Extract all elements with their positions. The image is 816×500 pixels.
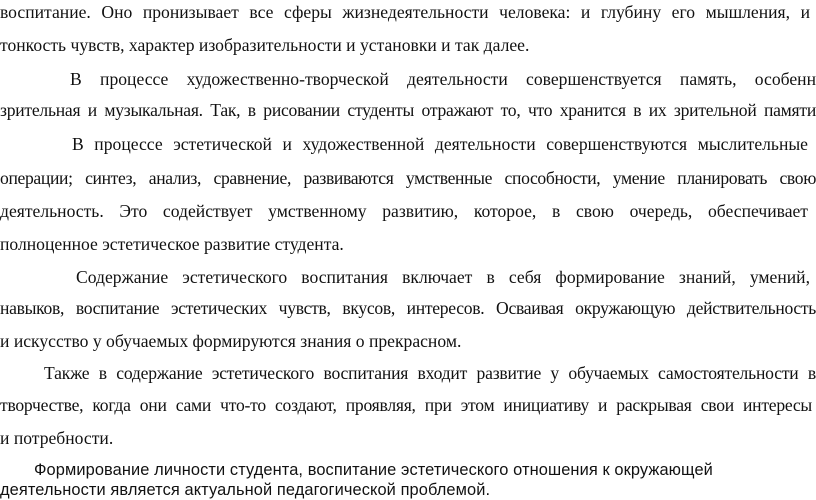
paragraph-line: тонкость чувств, характер изобразительности и установки и так далее. [0, 35, 530, 55]
paragraph-line: и искусство у обучаемых формируются знания о прекрасном. [0, 331, 462, 351]
paragraph-line: навыков, воспитание эстетических чувств, вкусов, интересов. Осваивая окружающую действительность [0, 298, 816, 318]
paragraph-line: творчестве, когда они сами что-то создают, проявляя, при этом инициативу и раскрывая свои интересы [0, 395, 812, 415]
paragraph-line: операции; синтез, анализ, сравнение, развиваются умственные способности, умение планировать свою [0, 168, 816, 188]
closing-statement-line: деятельности является актуальной педагогической проблемой. [0, 481, 491, 499]
paragraph-line: воспитание. Оно пронизывает все сферы жизнедеятельности человека: и глубину его мышления, и [0, 2, 810, 22]
closing-statement-line: Формирование личности студента, воспитание эстетического отношения к окружающей [34, 461, 713, 479]
paragraph-line: Также в содержание эстетического воспитания входит развитие у обучаемых самостоятельности в [44, 363, 816, 383]
paragraph-line: деятельность. Это содействует умственному развитию, которое, в свою очередь, обеспечивает [0, 201, 808, 221]
paragraph-line: зрительная и музыкальная. Так, в рисовании студенты отражают то, что хранится в их зрительной памяти [0, 100, 816, 120]
paragraph-line: полноценное эстетическое развитие студента. [0, 234, 344, 254]
paragraph-line: В процессе эстетической и художественной деятельности совершенствуются мыслительные [72, 134, 808, 154]
paragraph-line: Содержание эстетического воспитания включает в себя формирование знаний, умений, [76, 267, 810, 287]
paragraph-line: и потребности. [0, 428, 114, 448]
paragraph-line: В процессе художественно-творческой деятельности совершенствуется память, особенн [70, 69, 816, 89]
